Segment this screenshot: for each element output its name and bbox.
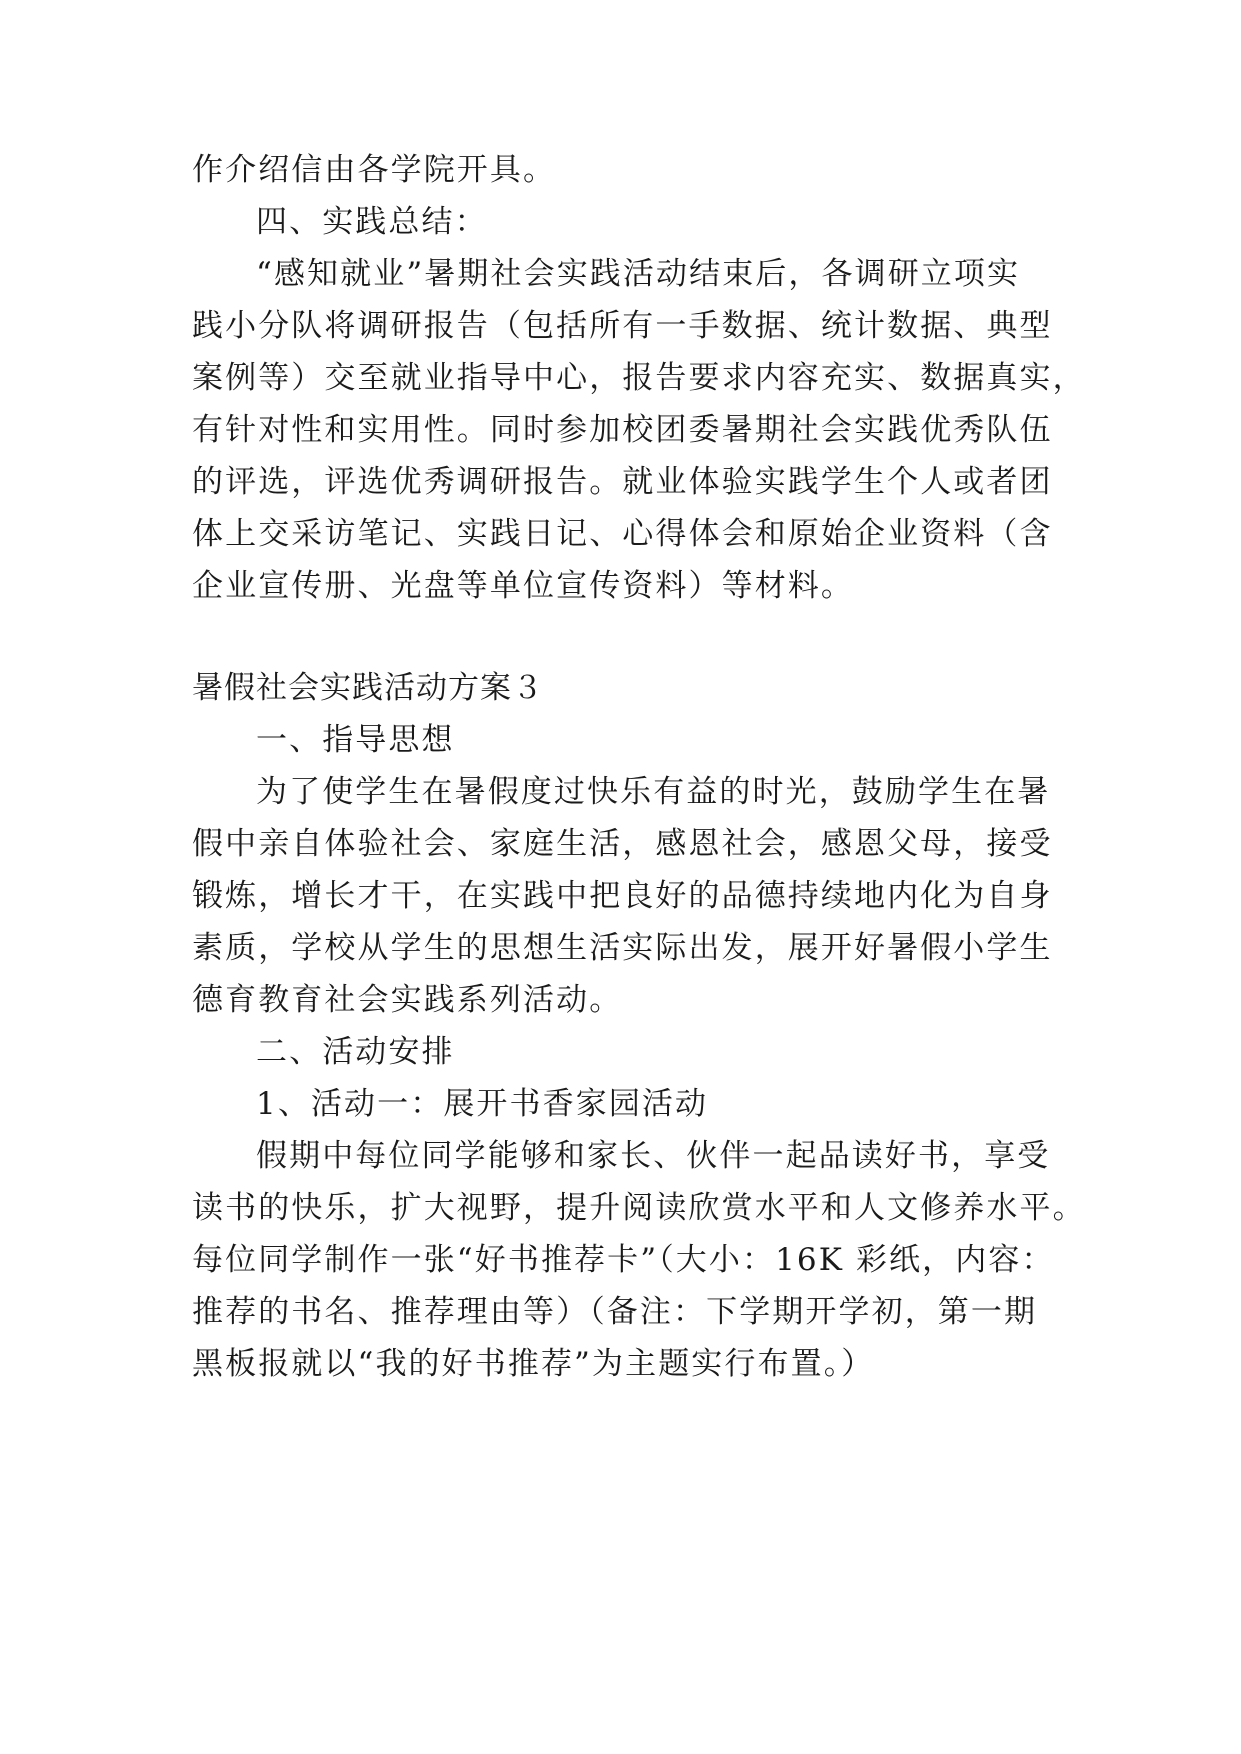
activity1-heading: 1、活动一：展开书香家园活动 (256, 1086, 709, 1122)
guiding-line: 素质，学校从学生的思想生活实际出发，展开好暑假小学生 (192, 930, 1053, 966)
guiding-heading: 一、指导思想 (256, 722, 455, 758)
section4-heading: 四、实践总结： (256, 204, 488, 240)
activity1-line: 假期中每位同学能够和家长、伙伴一起品读好书，享受 (256, 1138, 1051, 1174)
guiding-line: 德育教育社会实践系列活动。 (192, 982, 623, 1018)
guiding-line: 为了使学生在暑假度过快乐有益的时光，鼓励学生在暑 (256, 774, 1051, 810)
section4-line: 企业宣传册、光盘等单位宣传资料）等材料。 (192, 568, 854, 604)
guiding-line: 假中亲自体验社会、家庭生活，感恩社会，感恩父母，接受 (192, 826, 1053, 862)
activity1-line: 每位同学制作一张“好书推荐卡”（大小：16K 彩纸，内容： (192, 1242, 1055, 1278)
activity1-line: 读书的快乐，扩大视野，提升阅读欣赏水平和人文修养水平。 (192, 1190, 1086, 1226)
section4-line: 体上交采访笔记、实践日记、心得体会和原始企业资料（含 (192, 516, 1053, 552)
intro-line: 作介绍信由各学院开具。 (192, 152, 557, 188)
guiding-line: 锻炼，增长才干，在实践中把良好的品德持续地内化为自身 (192, 878, 1053, 914)
arrangement-heading: 二、活动安排 (256, 1034, 455, 1070)
section4-line: 案例等）交至就业指导中心，报告要求内容充实、数据真实， (192, 360, 1086, 396)
activity1-line: 黑板报就以“我的好书推荐”为主题实行布置。） (192, 1346, 875, 1382)
plan3-title: 暑假社会实践活动方案３ (192, 670, 544, 706)
section4-line: “感知就业”暑期社会实践活动结束后，各调研立项实 (256, 256, 1021, 292)
activity1-line: 推荐的书名、推荐理由等）（备注：下学期开学初，第一期 (192, 1294, 1038, 1330)
section4-line: 的评选，评选优秀调研报告。就业体验实践学生个人或者团 (192, 464, 1053, 500)
section4-line: 有针对性和实用性。同时参加校团委暑期社会实践优秀队伍 (192, 412, 1053, 448)
section4-line: 践小分队将调研报告（包括所有一手数据、统计数据、典型 (192, 308, 1053, 344)
